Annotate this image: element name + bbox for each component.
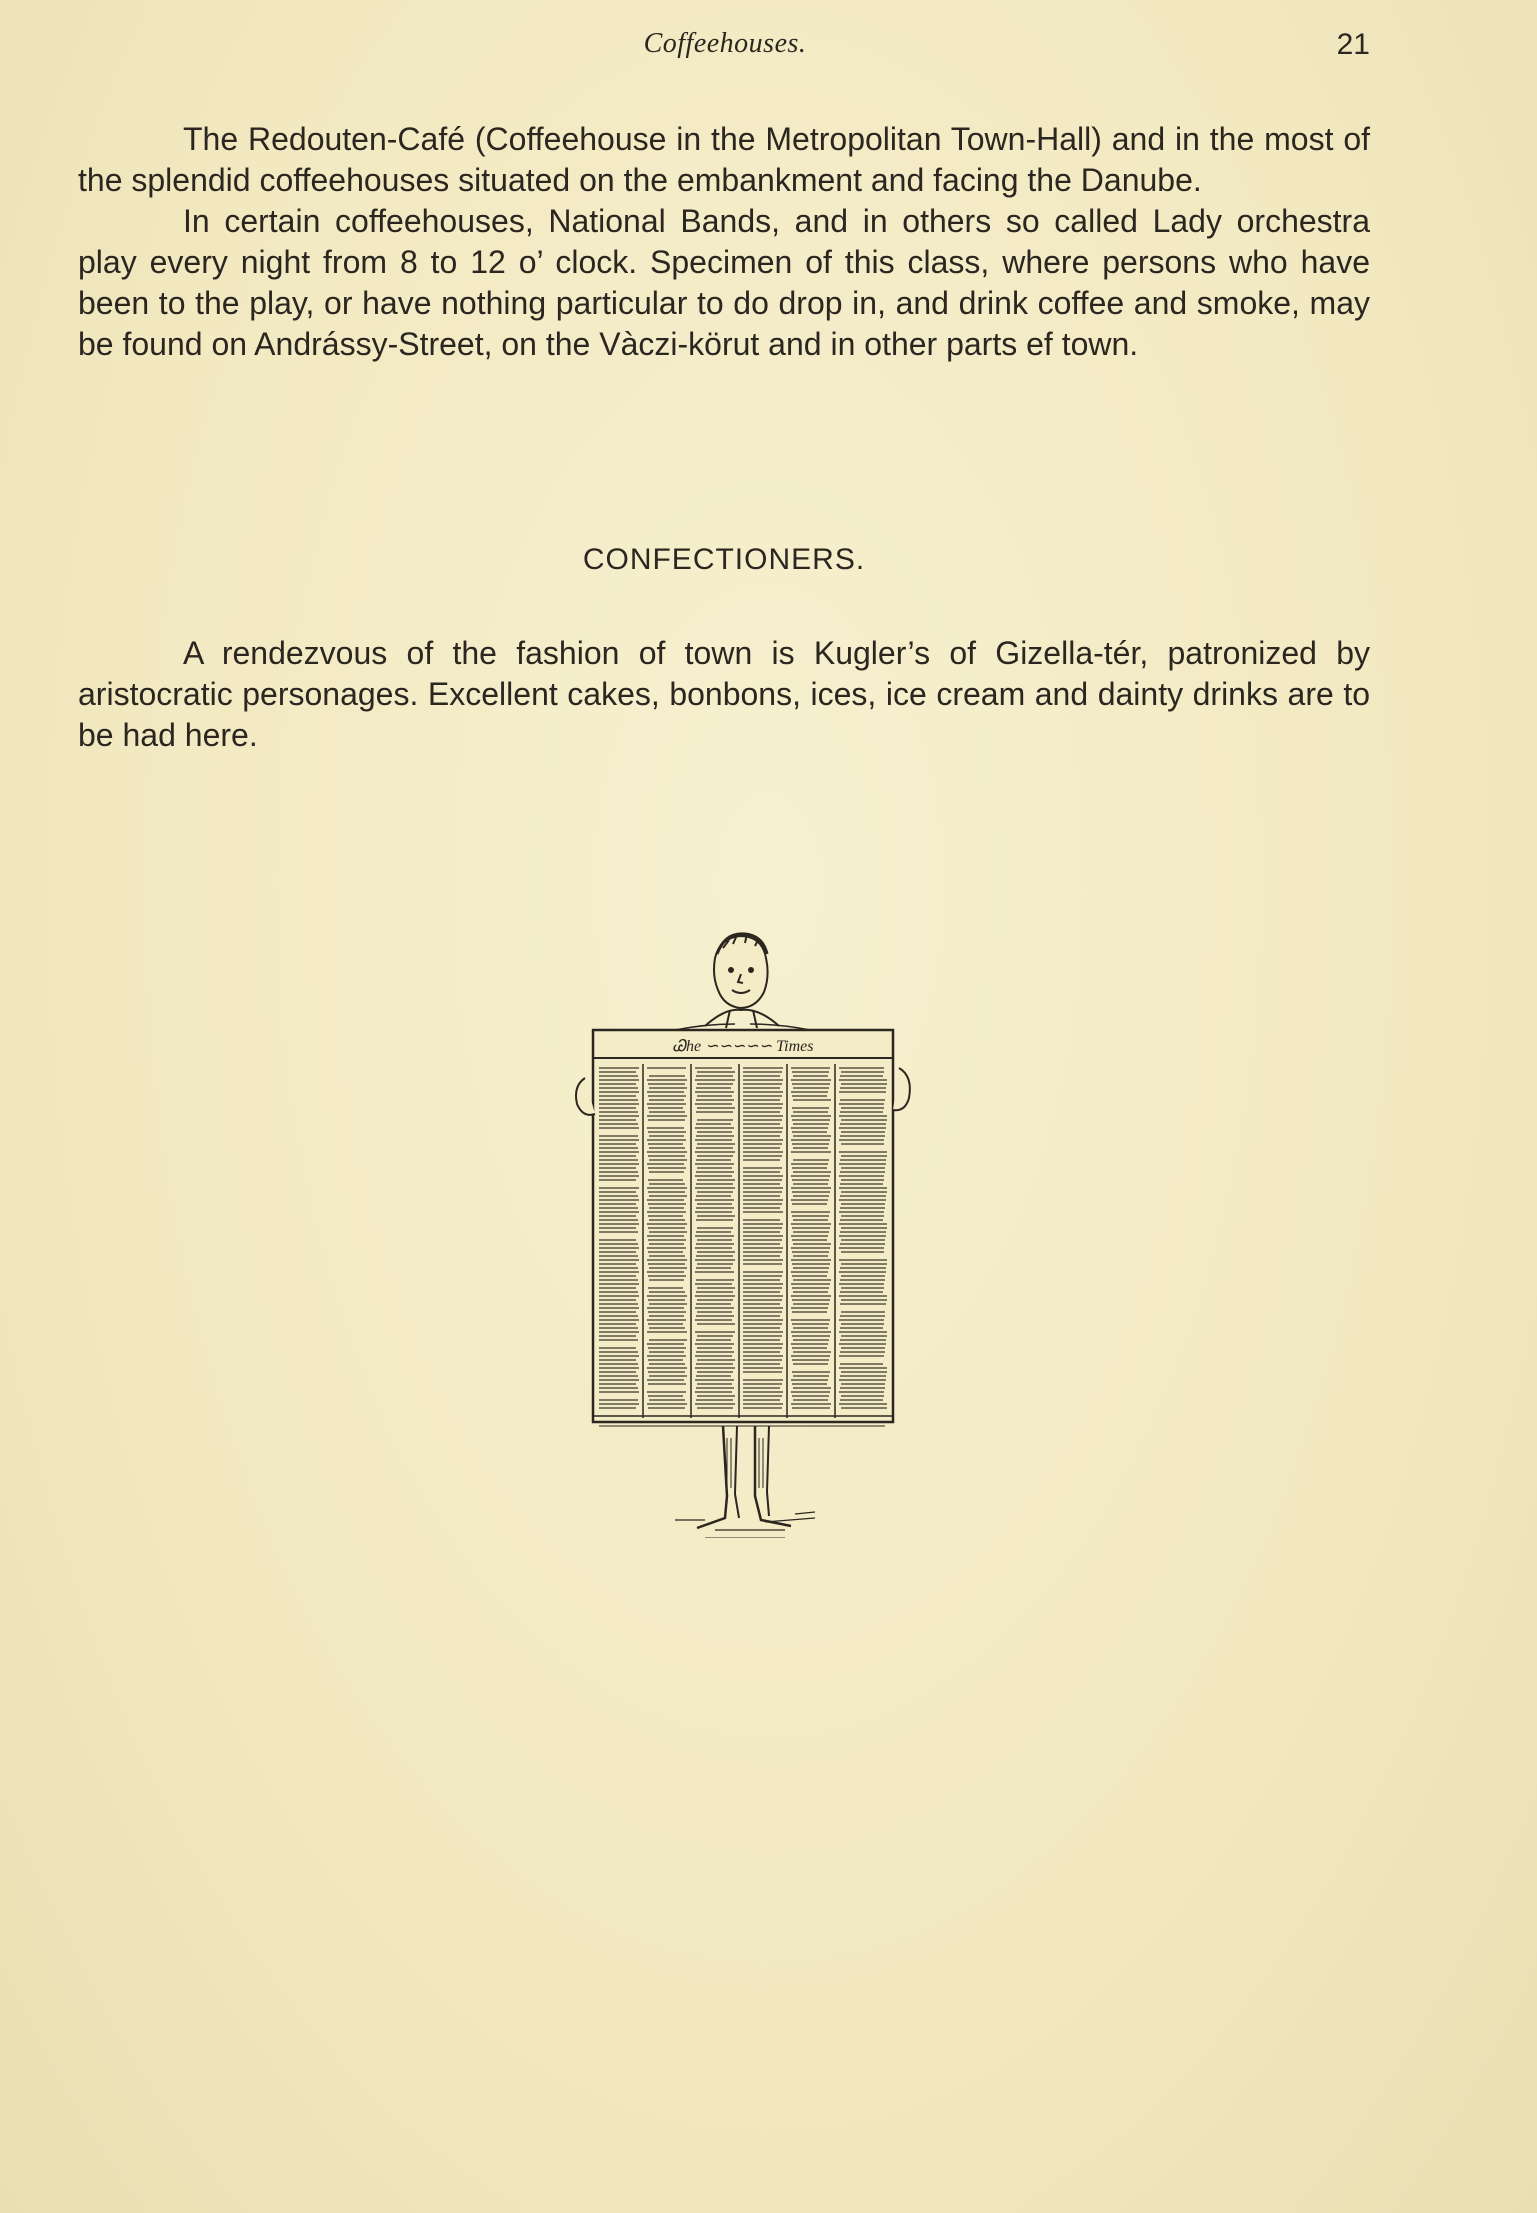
section-heading: CONFECTIONERS.	[582, 543, 866, 576]
newspaper-reader-drawing	[555, 918, 925, 1538]
page-number: 21	[1336, 28, 1370, 61]
svg-text:Ꮚhe ∽∽∽∽∽ Times: Ꮚhe ∽∽∽∽∽ Times	[672, 1038, 814, 1055]
running-head	[80, 28, 1370, 68]
paragraph-orchestras: In certain coffeehouses, National Bands, and in others so called Lady orchestra play every night from 8 to 12 o’ clock. Specimen of this class, where persons who have been to the play, or have nothing particular to do drop in, and drink coffee and smoke, may be found on Andrássy-Street, on the Vàczi-körut and in other parts ef town.	[78, 203, 1370, 362]
coffeehouses-text	[78, 119, 1370, 365]
paragraph-kugler: A rendezvous of the fashion of town is Kugler’s of Gizella-tér, patronized by aristocratic personages. Excellent cakes, bonbons, ices, ice cream and dainty drinks are to be had here.	[78, 635, 1370, 753]
paragraph-redouten-cafe: The Redouten-Café (Coffeehouse in the Metropolitan Town-Hall) and in the most of the splendid coffeehouses situated on the embankment and facing the Danube.	[78, 121, 1370, 198]
newspaper-reader-illustration	[555, 918, 925, 1538]
running-title: Coffeehouses.	[643, 28, 807, 59]
confectioners-text	[78, 633, 1370, 756]
